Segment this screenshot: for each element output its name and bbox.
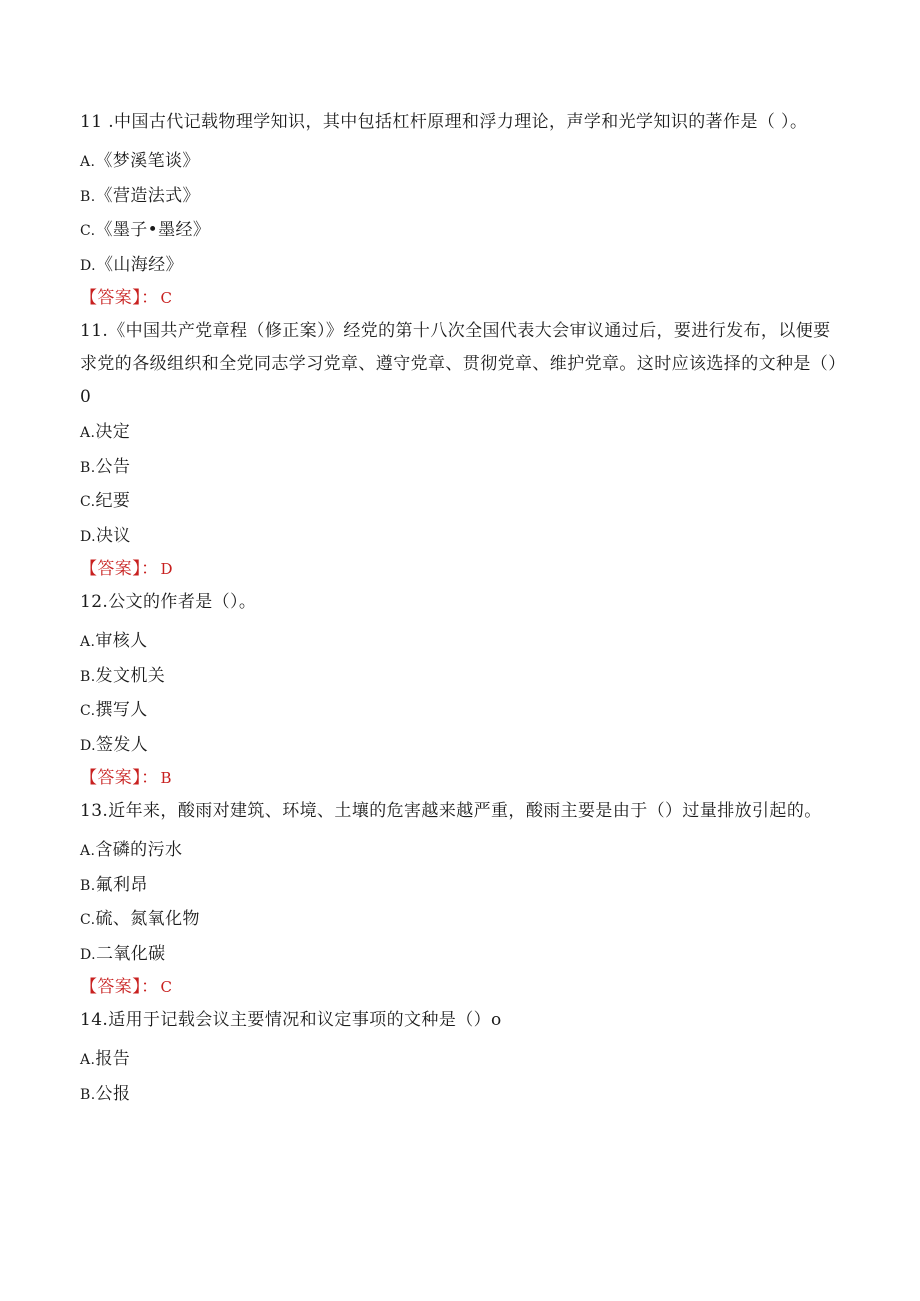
question-block bbox=[80, 586, 840, 793]
option-c: C.撰写人 bbox=[80, 700, 148, 720]
answer-value: C bbox=[160, 978, 173, 996]
answer-line bbox=[80, 763, 840, 793]
option-b: B.公报 bbox=[80, 1083, 131, 1104]
answer-label: 【答案】： bbox=[80, 977, 159, 997]
question-stem: 12.公文的作者是（）。 bbox=[80, 592, 257, 612]
option-d: D.二氧化碳 bbox=[80, 943, 166, 964]
answer-value: C bbox=[160, 289, 173, 307]
option-b: B.氟利昂 bbox=[80, 874, 148, 895]
option-d: D.签发人 bbox=[80, 734, 149, 755]
answer-line bbox=[80, 972, 840, 1002]
answer-label: 【答案】： bbox=[80, 559, 159, 579]
option-d: D.《山海经》 bbox=[80, 254, 183, 275]
document-page bbox=[80, 106, 840, 1112]
option-a: A.含磷的污水 bbox=[80, 840, 183, 860]
option-b: B.公告 bbox=[80, 456, 131, 477]
question-stem: 11 .中国古代记载物理学知识，其中包括杠杆原理和浮力理论，声学和光学知识的著作是（ ）。 bbox=[80, 112, 808, 132]
option-c: C.《墨子•墨经》 bbox=[80, 220, 211, 240]
option-a: A.《梦溪笔谈》 bbox=[80, 151, 200, 171]
answer-label: 【答案】： bbox=[80, 288, 159, 308]
answer-value: B bbox=[160, 769, 172, 787]
option-b: B.《营造法式》 bbox=[80, 185, 200, 206]
option-a: A.决定 bbox=[80, 422, 131, 442]
option-d: D.决议 bbox=[80, 525, 131, 546]
question-stem: 13.近年来，酸雨对建筑、环境、土壤的危害越来越严重，酸雨主要是由于（）过量排放引起的。 bbox=[80, 801, 822, 821]
question-block bbox=[80, 106, 840, 313]
question-block bbox=[80, 315, 840, 584]
option-a: A.报告 bbox=[80, 1049, 131, 1069]
option-b: B.发文机关 bbox=[80, 665, 166, 686]
question-stem: 11.《中国共产党章程（修正案）》经党的第十八次全国代表大会审议通过后，要进行发布，以便要求党的各级组织和全党同志学习党章、遵守党章、贯彻党章、维护党章。这时应该选择的文种是（）0 bbox=[80, 321, 838, 407]
answer-line bbox=[80, 554, 840, 584]
answer-line bbox=[80, 283, 840, 313]
option-c: C.硫、氮氧化物 bbox=[80, 909, 200, 929]
question-block bbox=[80, 1004, 840, 1112]
question-block bbox=[80, 795, 840, 1002]
answer-label: 【答案】： bbox=[80, 768, 159, 788]
option-a: A.审核人 bbox=[80, 631, 148, 651]
option-c: C.纪要 bbox=[80, 491, 131, 511]
answer-value: D bbox=[160, 560, 173, 578]
question-stem: 14.适用于记载会议主要情况和议定事项的文种是（）o bbox=[80, 1010, 502, 1030]
